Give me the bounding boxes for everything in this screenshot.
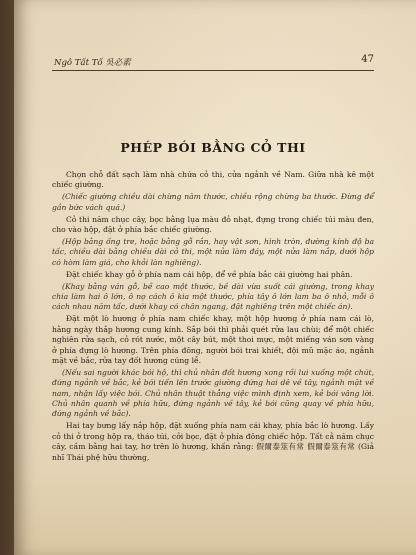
paragraph: Cỏ thi năm chục cây, bọc bằng lụa màu đỏ nhạt, đựng trong chiếc túi màu đen, cho vào hộp, đặt ở phía bắc chiếc giường. [52, 214, 374, 235]
paragraph: Đặt một lò hương ở phía nam chiếc khay, một hộp hương ở phía nam cái lò, hằng ngày thắp hương cung kính. Sắp bói thì phải quét rửa lau chùi; để một chiếc nghiên rửa sạch, cỏ rót nước, một cây bút, một thoi mực, một miếng ván sơn vàng ở phía đựng lò hương. Trên phía đông, người bói trai khiết, đội mũ mặc áo, ngảnh mặt về bắc, rửa tay đốt hương cúng lễ. [52, 314, 374, 365]
chapter-title: PHÉP BÓI BẰNG CỎ THI [120, 140, 306, 155]
book-page [14, 0, 416, 555]
paragraph: Hai tay bưng lấy nắp hộp, đặt xuống phía nam cái khay, phía bắc lò hương. Lấy cỏ thi ở trong hộp ra, tháo túi, cởi bọc, đặt ở phía đông chiếc hộp. Tất cả năm chục cây, cầm bằng hai tay, hơ trên lò hương, khấn rằng: 假爾泰筮有常 假爾泰筮有常 (Giả nhĩ Thái phệ hữu thường, [52, 421, 374, 462]
header-author: Ngô Tất Tố 吳必素 [54, 58, 131, 68]
note-paragraph: (Nếu sai người khác bói hộ, thì chủ nhân đốt hương xong rồi lui xuống một chút, đứng ngảnh về bắc, kẻ bói tiến lên trước giường đứng hai dê về tây, ngảnh mặt về nam, nhận lấy việc bói. Chủ nhân thuật thẳng việc mình định xem, kẻ bói vâng lời. Chủ nhân quanh về phía hữu, đứng ngảnh về tây, kẻ bói cũng quay về phía hữu, đứng ngảnh về bắc). [52, 367, 374, 419]
note-paragraph: (Hộp bằng ống tre, hoặc bằng gỗ rắn, hay vật sơn, hình tròn, đường kính độ ba tấc, chiều dài bằng chiều dài cỏ thi, một nửa làm đáy, một nửa làm nắp, dưới hộp có hòm làm giá, cho khỏi làn nghiêng). [52, 236, 374, 267]
note-paragraph: (Khay bằng ván gỗ, bề cao một thước, bề dài vừa suốt cái giường, trong khay chia làm hai ô lớn, ô nọ cách ô kia một thước, phía tây ô lớn lam ba ô nhỏ, mỗi ô cách nhau năm tấc, dưới khay có chân ngang, đặt nghiêng trên một chiếc án). [52, 281, 374, 312]
paragraph: Chọn chỗ đất sạch làm nhà chứa cỏ thi, cửa ngảnh về Nam. Giữa nhà kê một chiếc giường. [52, 170, 374, 190]
header-rule [52, 70, 374, 71]
note-paragraph: (Chiếc giường chiều dài chừng năm thước, chiều rộng chừng ba thước. Đừng để gần bức vách quá.) [52, 192, 374, 212]
body-text [52, 170, 374, 464]
paragraph: Đặt chiếc khay gỗ ở phía nam cái hộp, để về phía bắc cái giường hai phân. [66, 269, 353, 279]
page-number: 47 [361, 54, 374, 65]
